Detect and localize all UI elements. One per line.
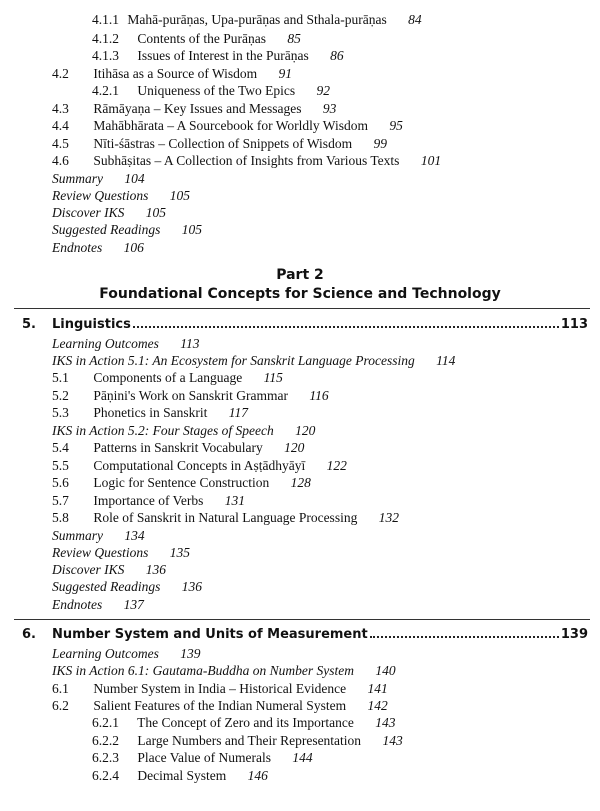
entry-page: 146 [247,768,268,783]
toc-entry[interactable] [92,12,422,28]
entry-title: Mahābhārata – A Sourcebook for Worldly Wisdom [93,118,368,133]
toc-entry[interactable] [92,31,301,47]
entry-page: 131 [224,493,245,508]
toc-entry[interactable] [52,528,145,544]
part-label: Part 2 [276,267,324,283]
entry-title: Subhāṣitas – A Collection of Insights from Various Texts [93,153,400,168]
toc-entry[interactable] [52,336,200,352]
divider [14,308,590,309]
entry-title: The Concept of Zero and its Importance [137,715,354,730]
toc-entry[interactable] [52,440,304,456]
entry-title: Decimal System [137,768,227,783]
entry-title: Place Value of Numerals [137,750,271,765]
entry-number: 4.1.2 [92,31,119,46]
toc-entry[interactable] [52,493,245,509]
entry-number: 4.5 [52,136,69,151]
entry-title: Itihāsa as a Source of Wisdom [93,66,258,81]
entry-page: 142 [367,698,388,713]
entry-number: 6.2 [52,698,69,713]
entry-number: 5.4 [52,440,69,455]
entry-page: 113 [180,336,200,351]
entry-title: Components of a Language [93,370,243,385]
entry-title: Suggested Readings [52,222,161,237]
entry-title: Salient Features of the Indian Numeral System [93,698,347,713]
entry-title: Discover IKS [52,205,125,220]
entry-page: 136 [145,562,166,577]
entry-title: Endnotes [52,597,103,612]
toc-entry[interactable] [52,188,190,204]
entry-page: 105 [181,222,202,237]
entry-title: Endnotes [52,240,103,255]
entry-page: 139 [180,646,201,661]
entry-title: Role of Sanskrit in Natural Language Processing [93,510,358,525]
entry-title: Importance of Verbs [93,493,204,508]
entry-page: 114 [436,353,456,368]
entry-page: 95 [389,118,403,133]
entry-title: Summary [52,528,103,543]
toc-entry[interactable] [52,101,336,117]
chapter-heading-6[interactable] [22,627,588,643]
entry-title: IKS in Action 5.2: Four Stages of Speech [52,423,274,438]
entry-title: IKS in Action 6.1: Gautama-Buddha on Number System [52,663,354,678]
entry-page: 91 [278,66,293,81]
toc-entry[interactable] [52,405,248,421]
entry-title: Learning Outcomes [52,336,159,351]
toc-entry[interactable] [52,66,292,82]
entry-page: 137 [123,597,144,612]
entry-page: 86 [330,48,344,63]
entry-page: 128 [290,475,311,490]
entry-number: 6.1 [52,681,69,696]
entry-number: 5.1 [52,370,69,385]
toc-entry[interactable] [92,83,330,99]
toc-entry[interactable] [92,715,395,731]
toc-entry[interactable] [52,597,144,613]
part-title: Foundational Concepts for Science and Technology [99,286,501,302]
entry-number: 4.3 [52,101,69,116]
toc-entry[interactable] [52,579,202,595]
entry-title: Number System in India – Historical Evidence [93,681,347,696]
entry-title: Review Questions [52,188,149,203]
entry-number: 6.2.4 [92,768,119,783]
toc-entry[interactable] [52,136,387,152]
entry-page: 104 [124,171,145,186]
entry-number: 5.8 [52,510,69,525]
entry-number: 5.7 [52,493,69,508]
entry-page: 116 [309,388,329,403]
toc-entry[interactable] [52,222,202,238]
toc-entry[interactable] [52,240,144,256]
entry-title: Discover IKS [52,562,125,577]
entry-title: Phonetics in Sanskrit [93,405,208,420]
toc-entry[interactable] [52,458,347,474]
entry-number: 4.4 [52,118,69,133]
entry-page: 117 [228,405,248,420]
entry-number: 5.3 [52,405,69,420]
toc-entry[interactable] [52,118,403,134]
entry-page: 143 [382,733,403,748]
chapter-title: Linguistics [52,317,131,332]
toc-entry[interactable] [52,171,145,187]
toc-entry[interactable] [92,733,403,749]
entry-title: Pāṇini's Work on Sanskrit Grammar [93,388,288,403]
entry-page: 120 [295,423,316,438]
entry-number: 4.1.1 [92,12,119,27]
entry-title: Logic for Sentence Construction [93,475,270,490]
entry-title: Nīti-śāstras – Collection of Snippets of Wisdom [93,136,353,151]
entry-page: 143 [375,715,396,730]
toc-entry[interactable] [52,663,396,679]
toc-entry[interactable] [52,370,283,386]
entry-page: 122 [326,458,347,473]
entry-number: 4.2 [52,66,69,81]
entry-number: 5.2 [52,388,69,403]
entry-page: 92 [316,83,331,98]
entry-title: Mahā-purāṇas, Upa-purāṇas and Sthala-purāṇas [127,12,387,27]
divider [14,619,590,620]
entry-page: 85 [287,31,301,46]
entry-page: 99 [373,136,387,151]
entry-number: 6.2.1 [92,715,119,730]
toc-entry[interactable] [52,510,399,526]
entry-number: 4.2.1 [92,83,119,98]
entry-page: 140 [375,663,396,678]
entry-number: 6.2.2 [92,733,119,748]
toc-entry[interactable] [52,545,190,561]
entry-title: Computational Concepts in Aṣṭādhyāyī [93,458,306,473]
chapter-title: Number System and Units of Measurement [52,627,368,642]
chapter-page: 139 [560,627,588,642]
entry-page: 84 [408,12,422,27]
entry-page: 106 [123,240,144,255]
chapter-number: 6. [22,627,36,642]
toc-entry[interactable] [52,388,329,404]
toc-entry[interactable] [52,681,388,697]
entry-title: Large Numbers and Their Representation [137,733,362,748]
entry-title: Rāmāyaṇa – Key Issues and Messages [93,101,302,116]
entry-page: 101 [420,153,442,168]
entry-page: 141 [367,681,388,696]
dot-leader [370,636,559,638]
entry-page: 105 [145,205,166,220]
entry-number: 5.6 [52,475,69,490]
entry-page: 136 [181,579,202,594]
entry-page: 132 [378,510,399,525]
entry-title: Summary [52,171,103,186]
entry-title: Patterns in Sanskrit Vocabulary [93,440,263,455]
entry-page: 93 [322,101,337,116]
toc-entry[interactable] [52,562,166,578]
entry-page: 115 [263,370,283,385]
chapter-number: 5. [22,317,36,332]
dot-leader [133,326,559,328]
toc-entry[interactable] [52,153,441,169]
entry-page: 135 [169,545,190,560]
toc-entry[interactable] [52,353,455,369]
entry-title: Review Questions [52,545,149,560]
toc-entry[interactable] [52,205,166,221]
chapter-page: 113 [560,317,588,332]
entry-page: 144 [292,750,313,765]
entry-title: Suggested Readings [52,579,161,594]
entry-number: 4.1.3 [92,48,119,63]
toc-entry[interactable] [52,646,201,662]
toc-entry[interactable] [92,48,344,64]
toc-entry[interactable] [52,423,315,439]
entry-number: 6.2.3 [92,750,119,765]
chapter-heading-5[interactable] [22,317,588,333]
toc-entry[interactable] [92,768,268,784]
entry-number: 5.5 [52,458,69,473]
toc-entry[interactable] [92,750,313,766]
entry-page: 134 [124,528,145,543]
entry-number: 4.6 [52,153,69,168]
entry-page: 105 [169,188,190,203]
entry-title: IKS in Action 5.1: An Ecosystem for Sanskrit Language Processing [52,353,415,368]
entry-title: Issues of Interest in the Purāṇas [137,48,309,63]
toc-entry[interactable] [52,475,311,491]
entry-title: Contents of the Purāṇas [137,31,266,46]
entry-title: Uniqueness of the Two Epics [137,83,296,98]
entry-title: Learning Outcomes [52,646,159,661]
toc-entry[interactable] [52,698,388,714]
entry-page: 120 [284,440,305,455]
